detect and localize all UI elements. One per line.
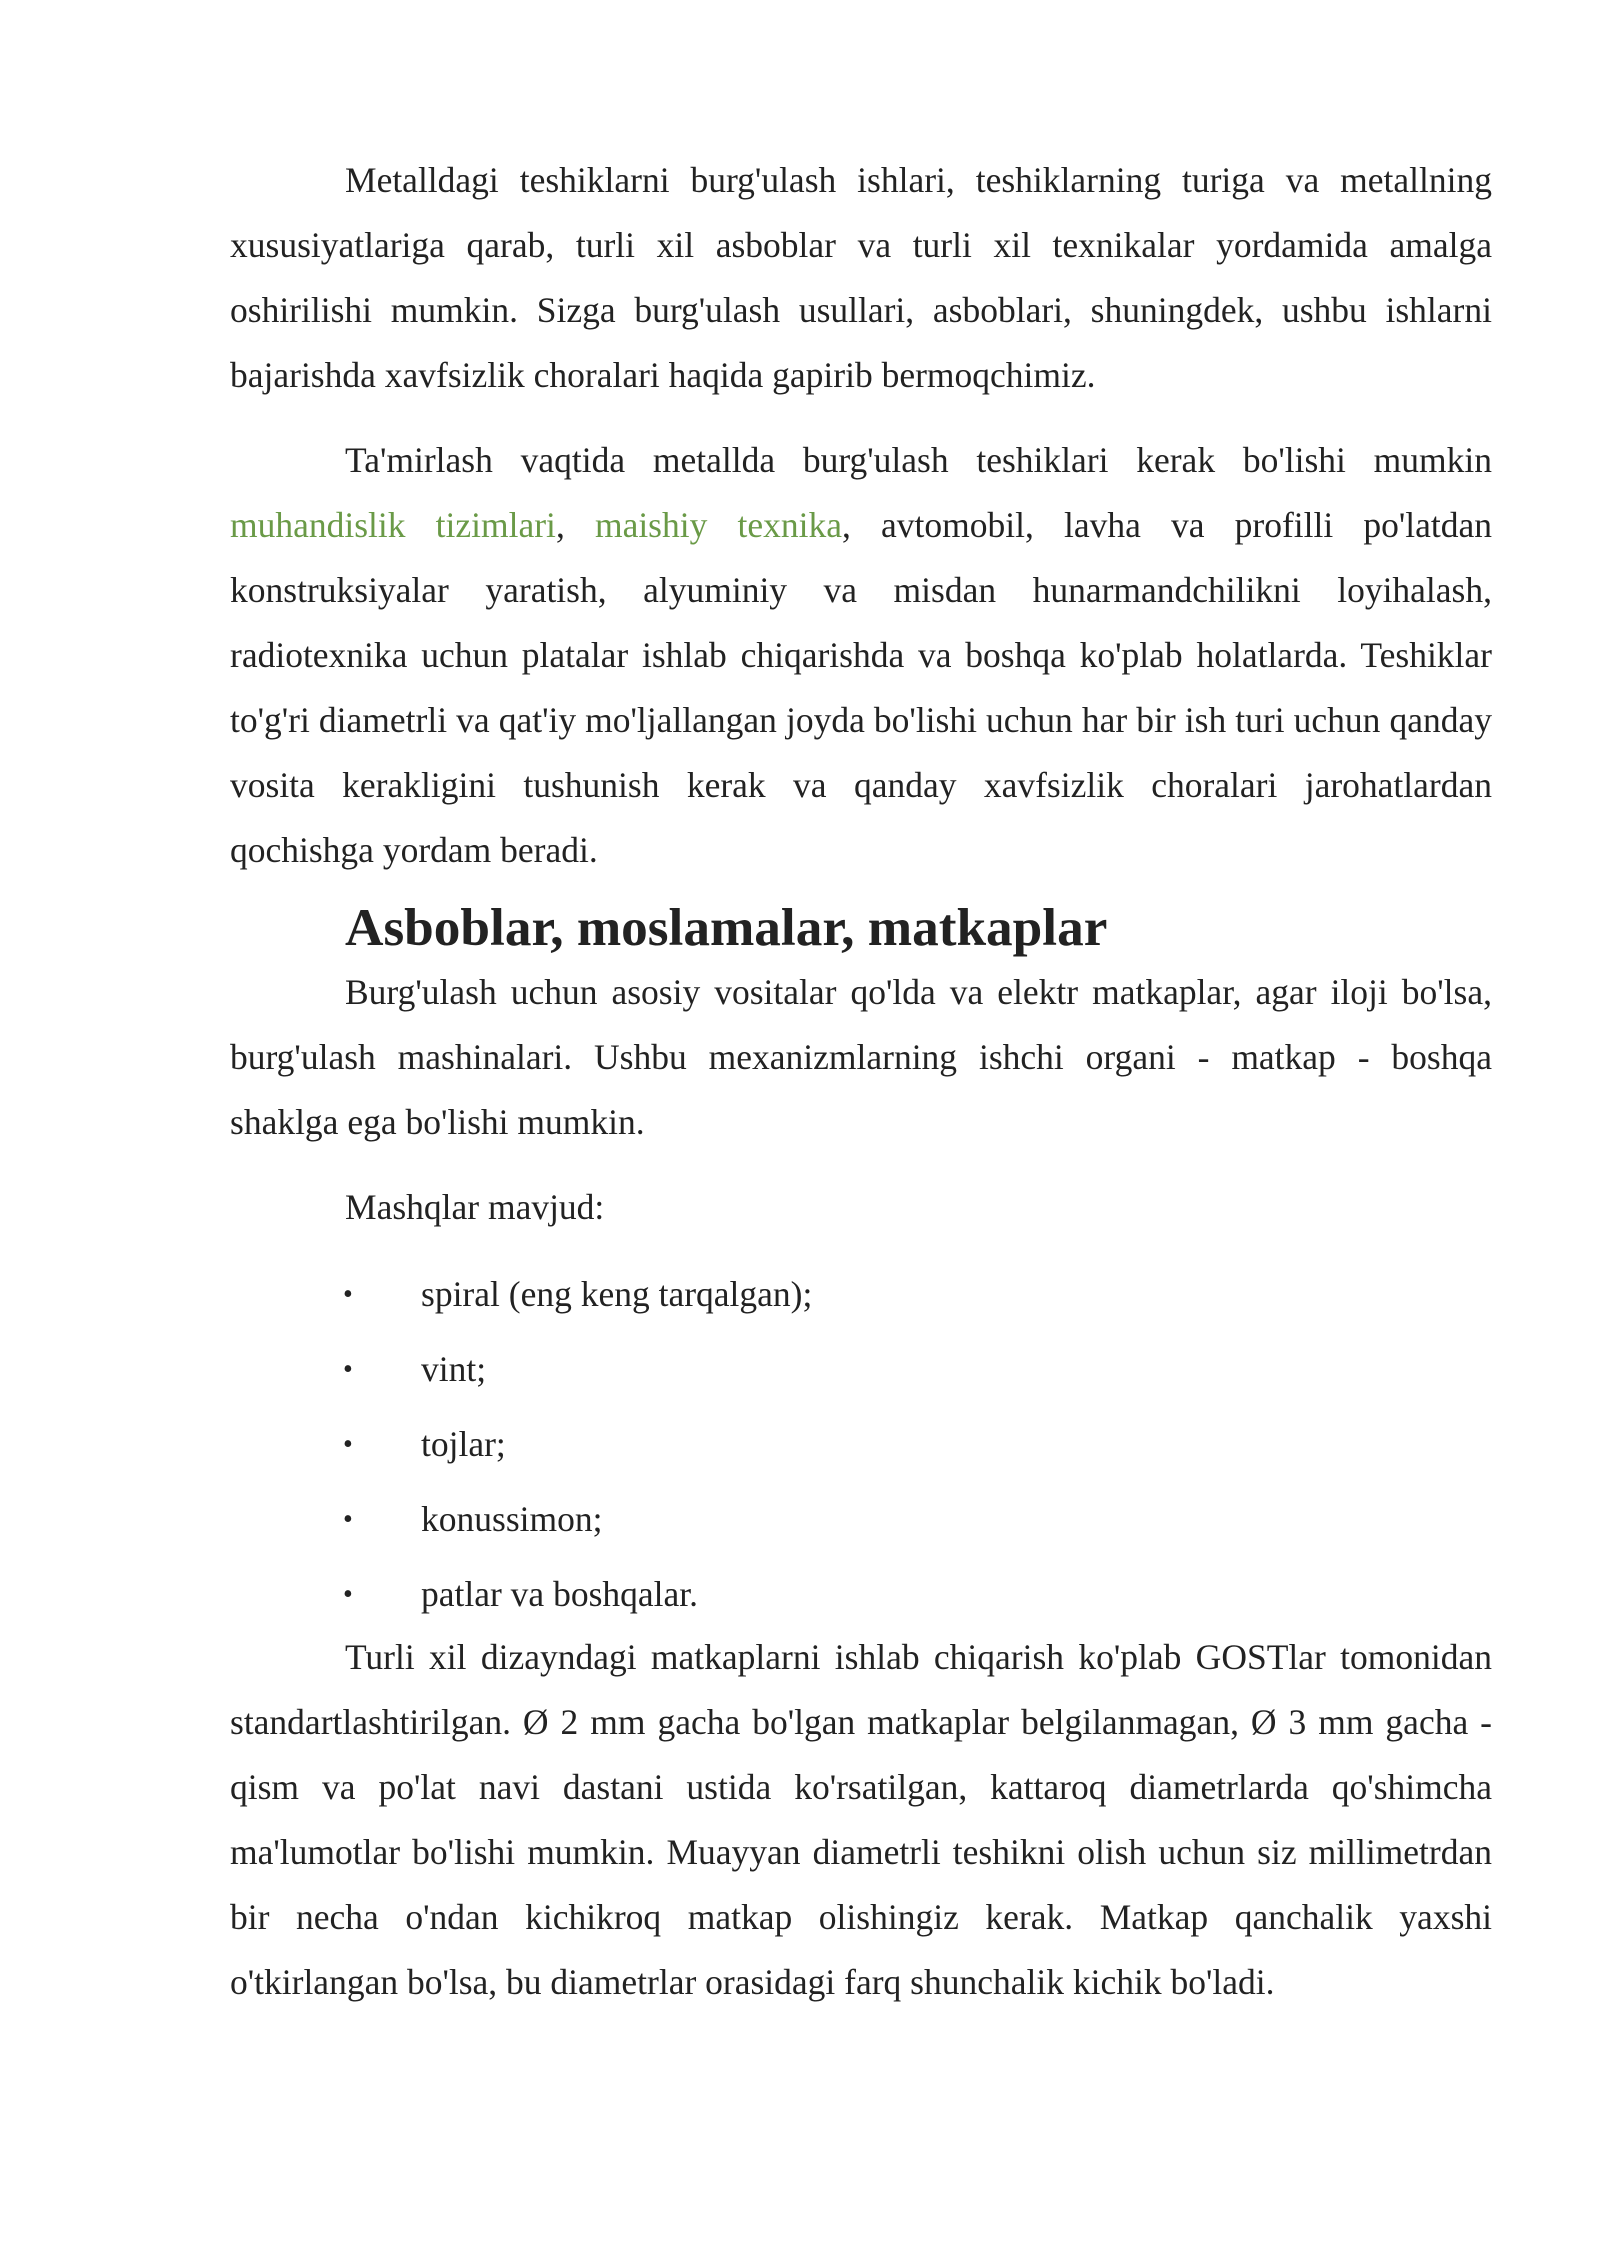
paragraph-drilling-tools: Burg'ulash uchun asosiy vositalar qo'lda va elektr matkaplar, agar iloji bo'lsa, burg'ulash mashinalari. Ushbu mexanizmlarning ishchi organi - matkap - boshqa shaklga ega bo'lishi mumkin. bbox=[230, 972, 1492, 1142]
section-heading-tools: Asboblar, moslamalar, matkaplar bbox=[345, 898, 1108, 957]
list-item-text: konussimon; bbox=[421, 1499, 603, 1539]
bullet-icon: • bbox=[343, 1429, 353, 1460]
list-item bbox=[230, 1337, 1492, 1412]
list-item bbox=[230, 1412, 1492, 1487]
link-separator: , bbox=[555, 505, 595, 545]
paragraph-repair-uses-text-start: Ta'mirlash vaqtida metallda burg'ulash teshiklari kerak bo'lishi mumkin bbox=[345, 440, 1492, 480]
bullet-icon: • bbox=[343, 1279, 353, 1310]
list-item bbox=[230, 1262, 1492, 1337]
list-item bbox=[230, 1562, 1492, 1637]
paragraph-repair-uses bbox=[230, 428, 1492, 883]
paragraph-gost-standards: Turli xil dizayndagi matkaplarni ishlab chiqarish ko'plab GOSTlar tomonidan standartlashtirilgan. Ø 2 mm gacha bo'lgan matkaplar belgilanmagan, Ø 3 mm gacha - qism va po'lat navi dastani ustida ko'rsatilgan, kattaroq diametrlarda qo'shimcha ma'lumotlar bo'lishi mumkin. Muayyan diametrli teshikni olish uchun siz millimetrdan bir necha o'ndan kichikroq matkap olishingiz kerak. Matkap qanchalik yaxshi o'tkirlangan bo'lsa, bu diametrlar orasidagi farq shunchalik kichik bo'ladi. bbox=[230, 1637, 1492, 2002]
list-item bbox=[230, 1487, 1492, 1562]
link-muhandislik-tizimlari[interactable]: muhandislik tizimlari bbox=[230, 505, 556, 545]
drill-types-list bbox=[230, 1262, 1492, 1637]
bullet-icon: • bbox=[343, 1504, 353, 1535]
bullet-icon: • bbox=[343, 1579, 353, 1610]
paragraph-intro: Metalldagi teshiklarni burg'ulash ishlari, teshiklarning turiga va metallning xususiyatlariga qarab, turli xil asboblar va turli xil texnikalar yordamida amalga oshirilishi mumkin. Sizga burg'ulash usullari, asboblari, shuningdek, ushbu ishlarni bajarishda xavfsizlik choralari haqida gapirib bermoqchimiz. bbox=[230, 160, 1492, 395]
paragraph-repair-uses-text-end: , avtomobil, lavha va profilli po'latdan konstruksiyalar yaratish, alyuminiy va misdan hunarmandchilikni loyihalash, radiotexnika uchun platalar ishlab chiqarishda va boshqa ko'plab holatlarda. Teshiklar to'g'ri diametrli va qat'iy mo'ljallangan joyda bo'lishi uchun har bir ish turi uchun qanday vosita kerakligini tushunish kerak va qanday xavfsizlik choralari jarohatlardan qochishga yordam beradi. bbox=[230, 505, 1493, 870]
list-item-text: spiral (eng keng tarqalgan); bbox=[421, 1274, 813, 1314]
link-maishiy-texnika[interactable]: maishiy texnika bbox=[594, 505, 842, 545]
document-page bbox=[230, 148, 1492, 2035]
bullet-icon: • bbox=[343, 1354, 353, 1385]
list-item-text: tojlar; bbox=[421, 1424, 506, 1464]
list-intro: Mashqlar mavjud: bbox=[345, 1187, 605, 1227]
list-item-text: vint; bbox=[421, 1349, 487, 1389]
list-item-text: patlar va boshqalar. bbox=[421, 1574, 698, 1614]
